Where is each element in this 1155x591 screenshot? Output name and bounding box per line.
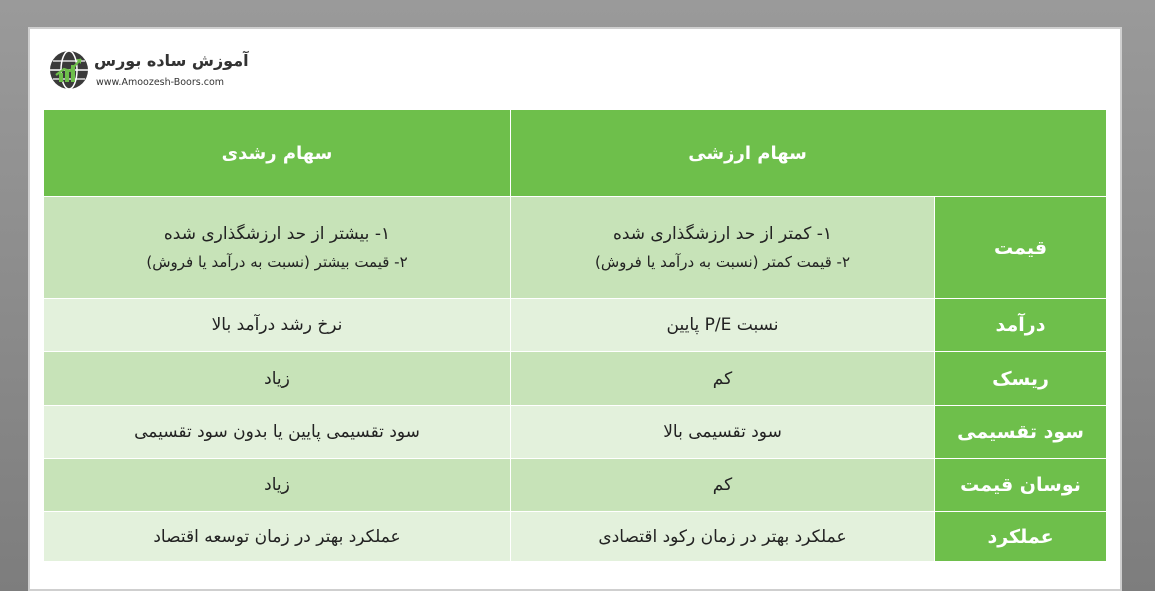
table-row (44, 459, 1107, 512)
cell-growth-dividend: سود تقسیمی پایین یا بدون سود تقسیمی (44, 406, 511, 459)
cell-value-performance: عملکرد بهتر در زمان رکود اقتصادی (511, 512, 935, 562)
content-card (28, 27, 1122, 591)
site-logo[interactable] (48, 49, 249, 97)
header-value-stocks: سهام ارزشی (511, 110, 1107, 197)
cell-line: ۱- کمتر از حد ارزشگذاری شده (612, 223, 833, 244)
cell-growth-performance: عملکرد بهتر در زمان توسعه اقتصاد (44, 512, 511, 562)
header-growth-stocks: سهام رشدی (44, 110, 511, 197)
table-header-row (44, 110, 1107, 197)
cell-growth-volatility: زیاد (44, 459, 511, 512)
table-row (44, 299, 1107, 352)
cell-value-dividend: سود تقسیمی بالا (511, 406, 935, 459)
table-row (44, 352, 1107, 406)
globe-chart-icon (48, 49, 90, 91)
cell-growth-risk: زیاد (44, 352, 511, 406)
row-label-volatility: نوسان قیمت (935, 459, 1107, 512)
row-label-dividend: سود تقسیمی (935, 406, 1107, 459)
cell-growth-price (44, 197, 511, 299)
cell-value-price (511, 197, 935, 299)
row-label-price: قیمت (935, 197, 1107, 299)
logo-title: آموزش ساده بورس (94, 51, 249, 70)
row-label-performance: عملکرد (935, 512, 1107, 562)
table-row (44, 406, 1107, 459)
cell-line: ۱- بیشتر از حد ارزشگذاری شده (163, 223, 391, 244)
table-row (44, 512, 1107, 562)
cell-value-volatility: کم (511, 459, 935, 512)
logo-url: www.Amoozesh-Boors.com (96, 77, 225, 88)
comparison-table (43, 109, 1107, 562)
cell-line: ۲- قیمت بیشتر (نسبت به درآمد یا فروش) (146, 252, 408, 271)
row-label-risk: ریسک (935, 352, 1107, 406)
cell-growth-income: نرخ رشد درآمد بالا (44, 299, 511, 352)
row-label-income: درآمد (935, 299, 1107, 352)
cell-value-income: نسبت P/E پایین (511, 299, 935, 352)
cell-value-risk: کم (511, 352, 935, 406)
table-row (44, 197, 1107, 299)
cell-line: ۲- قیمت کمتر (نسبت به درآمد یا فروش) (594, 252, 851, 271)
